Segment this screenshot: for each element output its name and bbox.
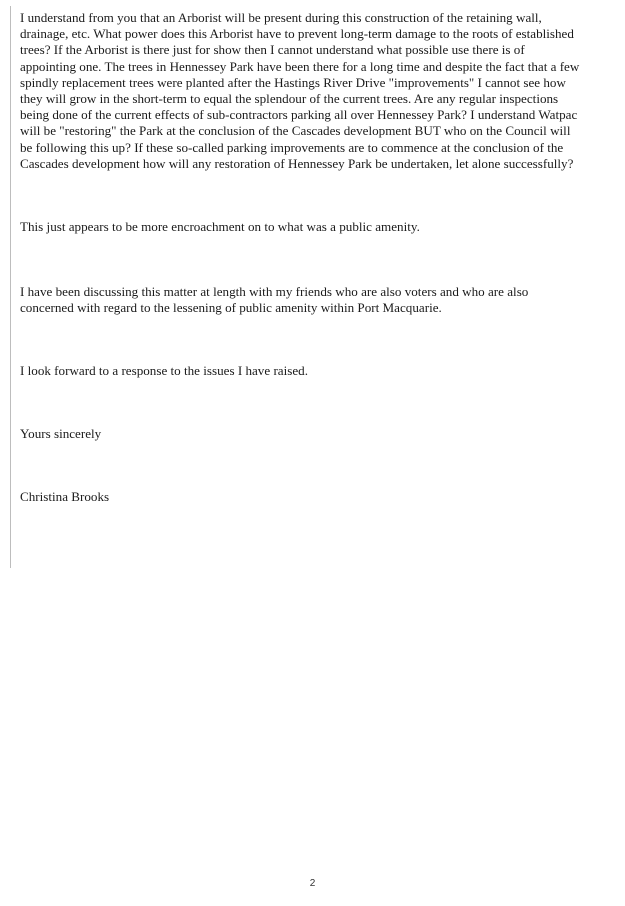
paragraph-3 (20, 284, 620, 316)
paragraph-3-line: I have been discussing this matter at length with my friends who are also voters and who are also (20, 284, 529, 299)
paragraph-1-line: appointing one. The trees in Hennessey Park have been there for a long time and despite the fact that a few (20, 58, 580, 74)
paragraph-1-line: spindly replacement trees were planted after the Hastings River Drive "improvements" I cannot see how (20, 74, 566, 90)
paragraph-1 (20, 10, 620, 172)
left-margin-rule (10, 6, 11, 568)
paragraph-1-line: Cascades development how will any restoration of Hennessey Park be undertaken, let alone successfully? (20, 155, 574, 171)
page-number: 2 (309, 878, 316, 889)
signature-name: Christina Brooks (20, 489, 110, 504)
paragraph-2: This just appears to be more encroachment on to what was a public amenity. (20, 219, 420, 234)
paragraph-1-line: they will grow in the short-term to equal the splendour of the current trees. Are any regular inspections (20, 91, 559, 107)
paragraph-1-line: being done of the current effects of sub-contractors parking all over Hennessey Park? I understand Watpac (20, 107, 578, 123)
paragraph-3-line: concerned with regard to the lessening of public amenity within Port Macquarie. (20, 300, 442, 316)
closing-salutation: Yours sincerely (20, 426, 102, 441)
paragraph-4: I look forward to a response to the issues I have raised. (20, 363, 308, 378)
paragraph-1-line: I understand from you that an Arborist will be present during this construction of the retaining wall, (20, 10, 542, 25)
paragraph-1-line: will be "restoring" the Park at the conclusion of the Cascades development BUT who on the Council will (20, 123, 571, 139)
paragraph-1-line: trees? If the Arborist is there just for show then I cannot understand what possible use there is of (20, 42, 525, 58)
paragraph-1-line: drainage, etc. What power does this Arborist have to prevent long-term damage to the roots of established (20, 26, 574, 42)
paragraph-1-line: be following this up? If these so-called parking improvements are to commence at the conclusion of the (20, 139, 564, 155)
